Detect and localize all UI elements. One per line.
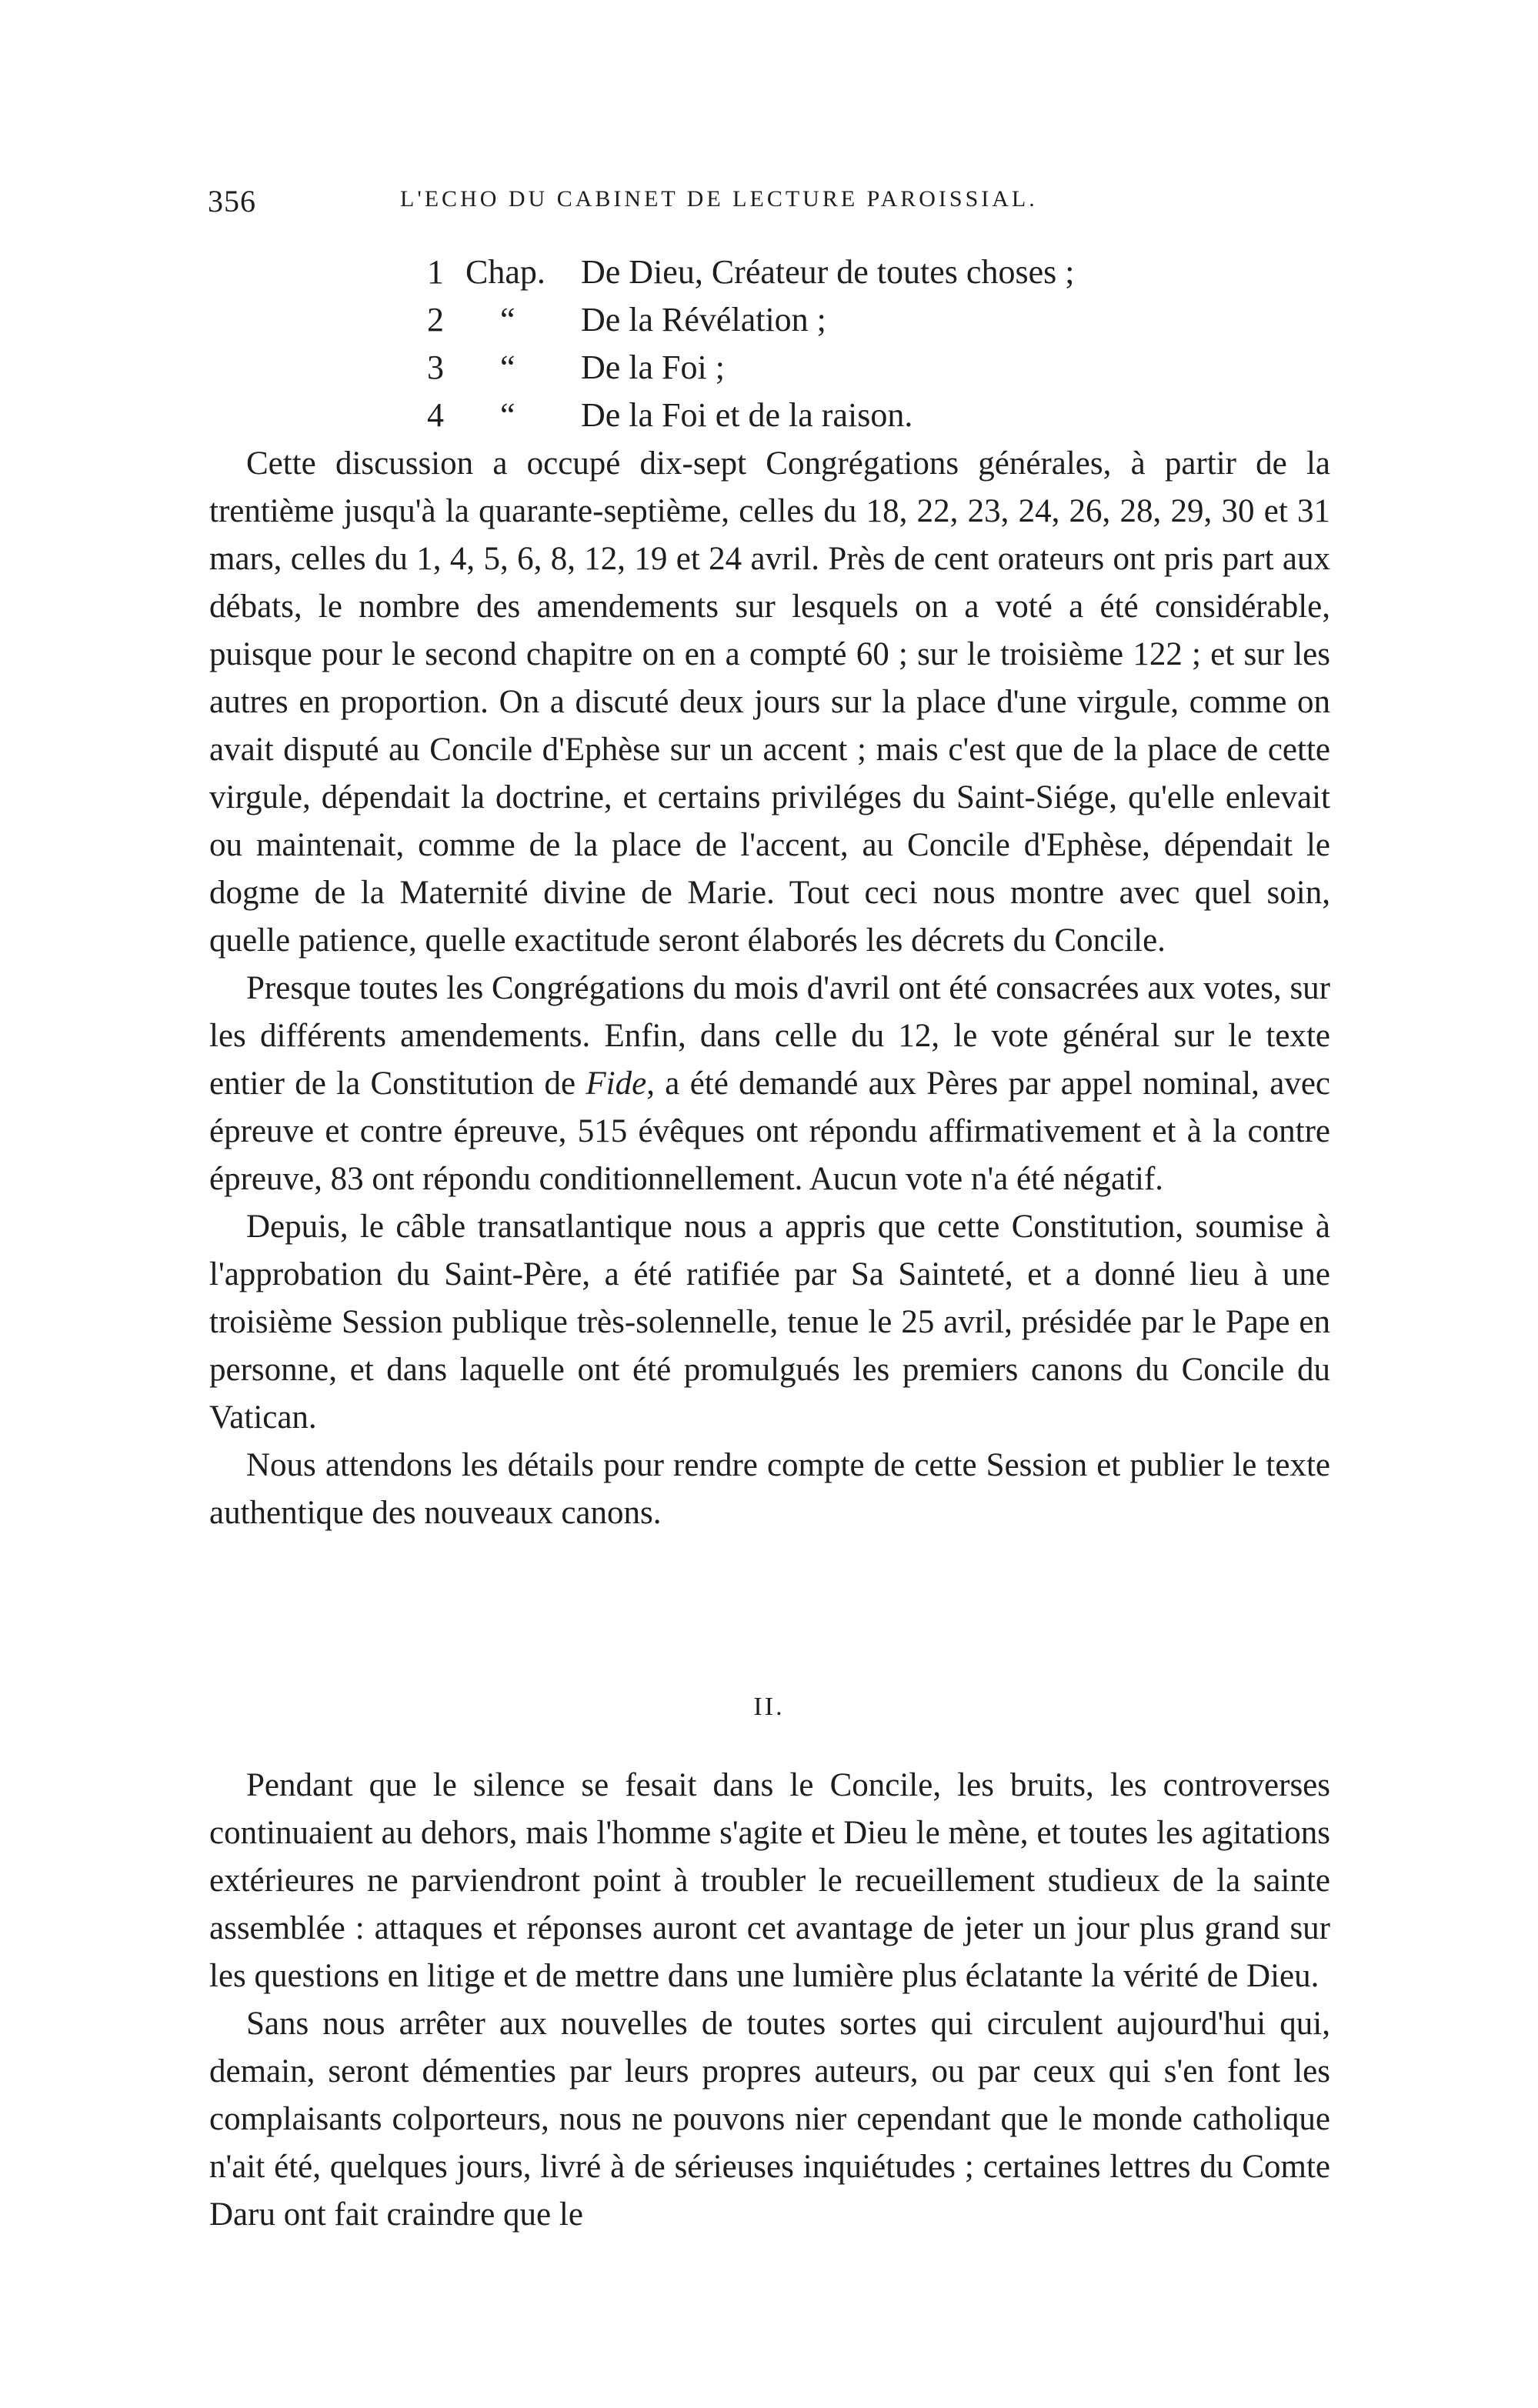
body-section-2 (209, 1762, 1330, 2239)
chapter-title: De Dieu, Créateur de toutes choses ; (581, 253, 1075, 291)
chapter-item (427, 395, 1273, 443)
paragraph-details: Nous attendons les détails pour rendre compte de cette Session et publier le texte authentique des nouveaux canons. (209, 1447, 1330, 1531)
paragraph-silence: Pendant que le silence se fesait dans le Concile, les bruits, les controverses continuaient au dehors, mais l'homme s'agite et Dieu le mène, et toutes les agitations extérieures ne parviendront point à troubler le recueillement studieux de la sainte assemblée : attaques et réponses auront cet avantage de jeter un jour plus grand sur les questions en litige et de mettre dans une lumière plus éclatante la vérité de Dieu. (209, 1767, 1330, 1994)
chapter-list (427, 252, 1273, 443)
paragraph-votes-italic: Fide (586, 1066, 647, 1102)
paragraph-news: Sans nous arrêter aux nouvelles de toutes sortes qui circulent aujourd'hui qui, demain, seront démenties par leurs propres auteurs, ou par ceux qui s'en font les complaisants colporteurs, nous ne pouvons nier cependant que le monde catholique n'ait été, quelques jours, livré à de sérieuses inquiétudes ; certaines lettres du Comte Daru ont fait craindre que le (209, 2006, 1330, 2233)
page-header (208, 183, 1339, 229)
chapter-number: 3 (427, 349, 444, 386)
chapter-item (427, 300, 1273, 348)
paragraph-votes-text-b: , a été demandé aux Pères par appel nominal, avec épreuve et contre épreuve, 515 évêques ont répondu affirmativement et à la contre épreuve, 83 ont répondu conditionnellement. Aucun vote n'a été négatif. (209, 1066, 1330, 1197)
chapter-title: De la Foi et de la raison. (581, 396, 913, 434)
chapter-ditto-mark: “ (500, 301, 515, 339)
paragraph-votes (209, 965, 1330, 1203)
paragraph-discussion: Cette discussion a occupé dix-sept Congrégations générales, à partir de la trentième jusqu'à la quarante-septième, celles du 18, 22, 23, 24, 26, 28, 29, 30 et 31 mars, celles du 1, 4, 5, 6, 8, 12, 19 et 24 avril. Près de cent orateurs ont pris part aux débats, le nombre des amendements sur lesquels on a voté a été considérable, puisque pour le second chapitre on en a compté 60 ; sur le troisième 122 ; et sur les autres en proportion. On a discuté deux jours sur la place d'une virgule, comme on avait disputé au Concile d'Ephèse sur un accent ; mais c'est que de la place de cette virgule, dépendait la doctrine, et certains priviléges du Saint-Siége, qu'elle enlevait ou maintenait, comme de la place de l'accent, au Concile d'Ephèse, dépendait le dogme de la Maternité divine de Marie. Tout ceci nous montre avec quel soin, quelle patience, quelle exactitude seront élaborés les décrets du Concile. (209, 445, 1330, 959)
chapter-number: 4 (427, 396, 444, 434)
section-heading: II. (753, 1693, 785, 1721)
paragraph-cable: Depuis, le câble transatlantique nous a appris que cette Constitution, soumise à l'approbation du Saint-Père, a été ratifiée par Sa Sainteté, et a donné lieu à une troisième Session publique très-solennelle, tenue le 25 avril, présidée par le Pape en personne, et dans laquelle ont été promulgués les premiers canons du Concile du Vatican. (209, 1209, 1330, 1436)
chapter-label: Chap. (465, 253, 545, 291)
chapter-ditto-mark: “ (500, 396, 515, 434)
chapter-number: 2 (427, 301, 444, 339)
running-title: L'ECHO DU CABINET DE LECTURE PAROISSIAL. (400, 186, 1038, 212)
chapter-number: 1 (427, 253, 444, 291)
body-section-1 (209, 440, 1330, 1537)
chapter-title: De la Révélation ; (581, 301, 826, 339)
paragraph-votes-text-a: Presque toutes les Congrégations du mois d'avril ont été consacrées aux votes, sur les différents amendements. Enfin, dans celle du 12, le vote général sur le texte entier de la Constitution de (209, 970, 1330, 1102)
chapter-ditto-mark: “ (500, 349, 515, 386)
chapter-item (427, 348, 1273, 395)
page-number: 356 (208, 184, 256, 218)
chapter-item (427, 252, 1273, 300)
chapter-title: De la Foi ; (581, 349, 725, 386)
